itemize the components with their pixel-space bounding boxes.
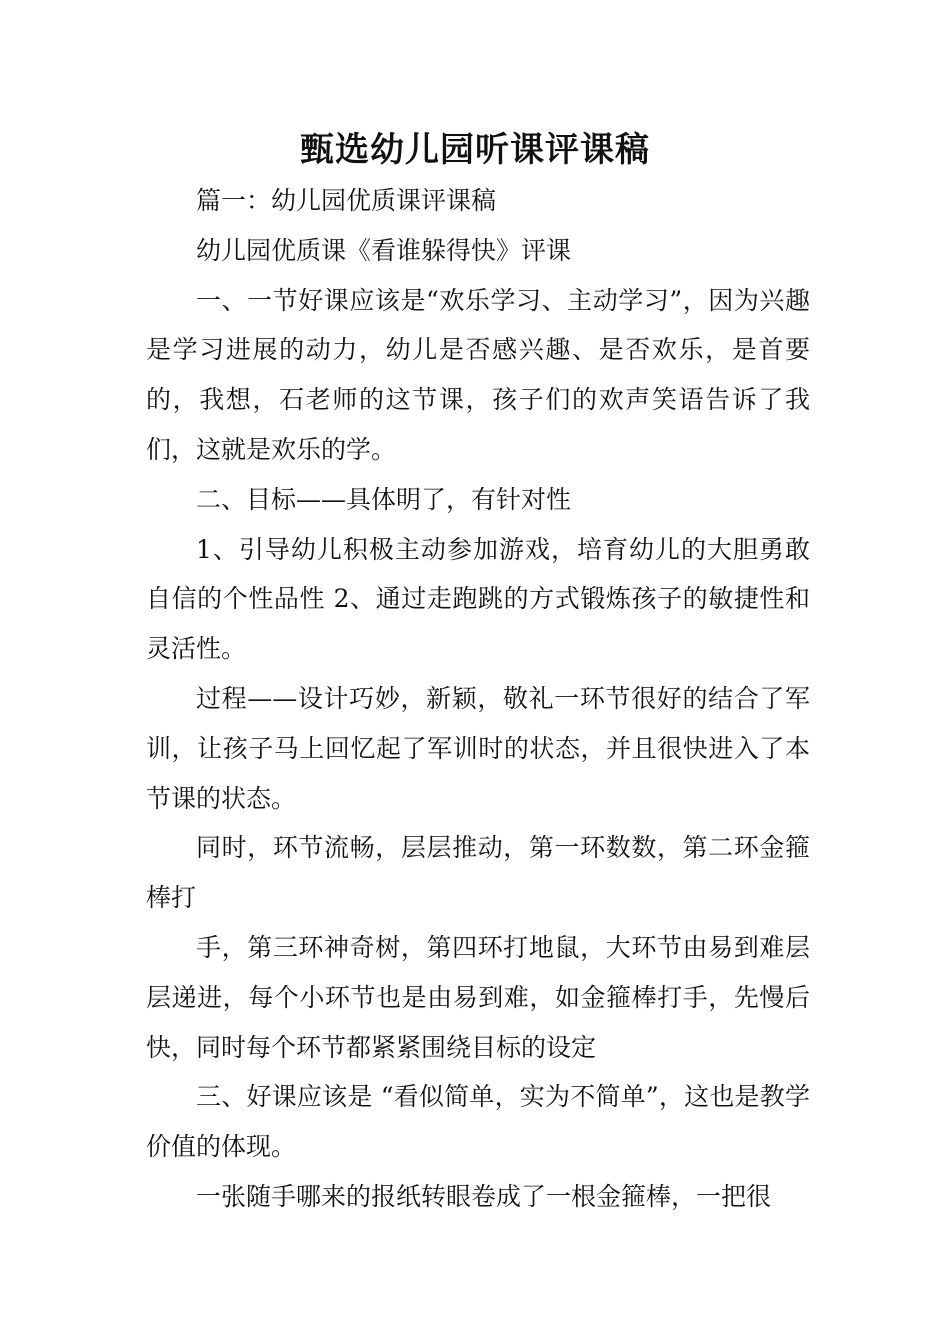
paragraph-section-heading: 篇一：幼儿园优质课评课稿: [196, 186, 497, 215]
paragraph-example: 一张随手哪来的报纸转眼卷成了一根金箍棒，一把很: [196, 1181, 772, 1211]
paragraph-flow: 同时，环节流畅，层层推动，第一环数数，第二环金箍棒打: [146, 833, 810, 913]
paragraph-subtitle: 幼儿园优质课《看谁躲得快》评课: [196, 235, 572, 265]
paragraph-point-one: 一、一节好课应该是“欢乐学习、主动学习”，因为兴趣是学习进展的动力，幼儿是否感兴趣、是否欢乐，是首要的，我想，石老师的这节课，孩子们的欢声笑语告诉了我们，这就是欢乐的学。: [146, 285, 810, 464]
document-title: 甄选幼儿园听课评课稿: [300, 130, 650, 170]
document-body: [146, 176, 810, 1222]
paragraph-point-two: 二、目标——具体明了，有针对性: [196, 484, 572, 514]
paragraph-flow-continued: 手，第三环神奇树，第四环打地鼠，大环节由易到难层层递进，每个小环节也是由易到难，如金箍棒打手，先慢后快，同时每个环节都紧紧围绕目标的设定: [146, 932, 810, 1062]
paragraph-point-three: 三、好课应该是 “看似简单，实为不简单”，这也是教学价值的体现。: [146, 1082, 810, 1162]
paragraph-goals: 1、引导幼儿积极主动参加游戏，培育幼儿的大胆勇敢自信的个性品性 2、通过走跑跳的方式锻炼孩子的敏捷性和灵活性。: [146, 534, 810, 664]
paragraph-process: 过程——设计巧妙，新颖，敬礼一环节很好的结合了军训，让孩子马上回忆起了军训时的状态，并且很快进入了本节课的状态。: [146, 683, 810, 813]
